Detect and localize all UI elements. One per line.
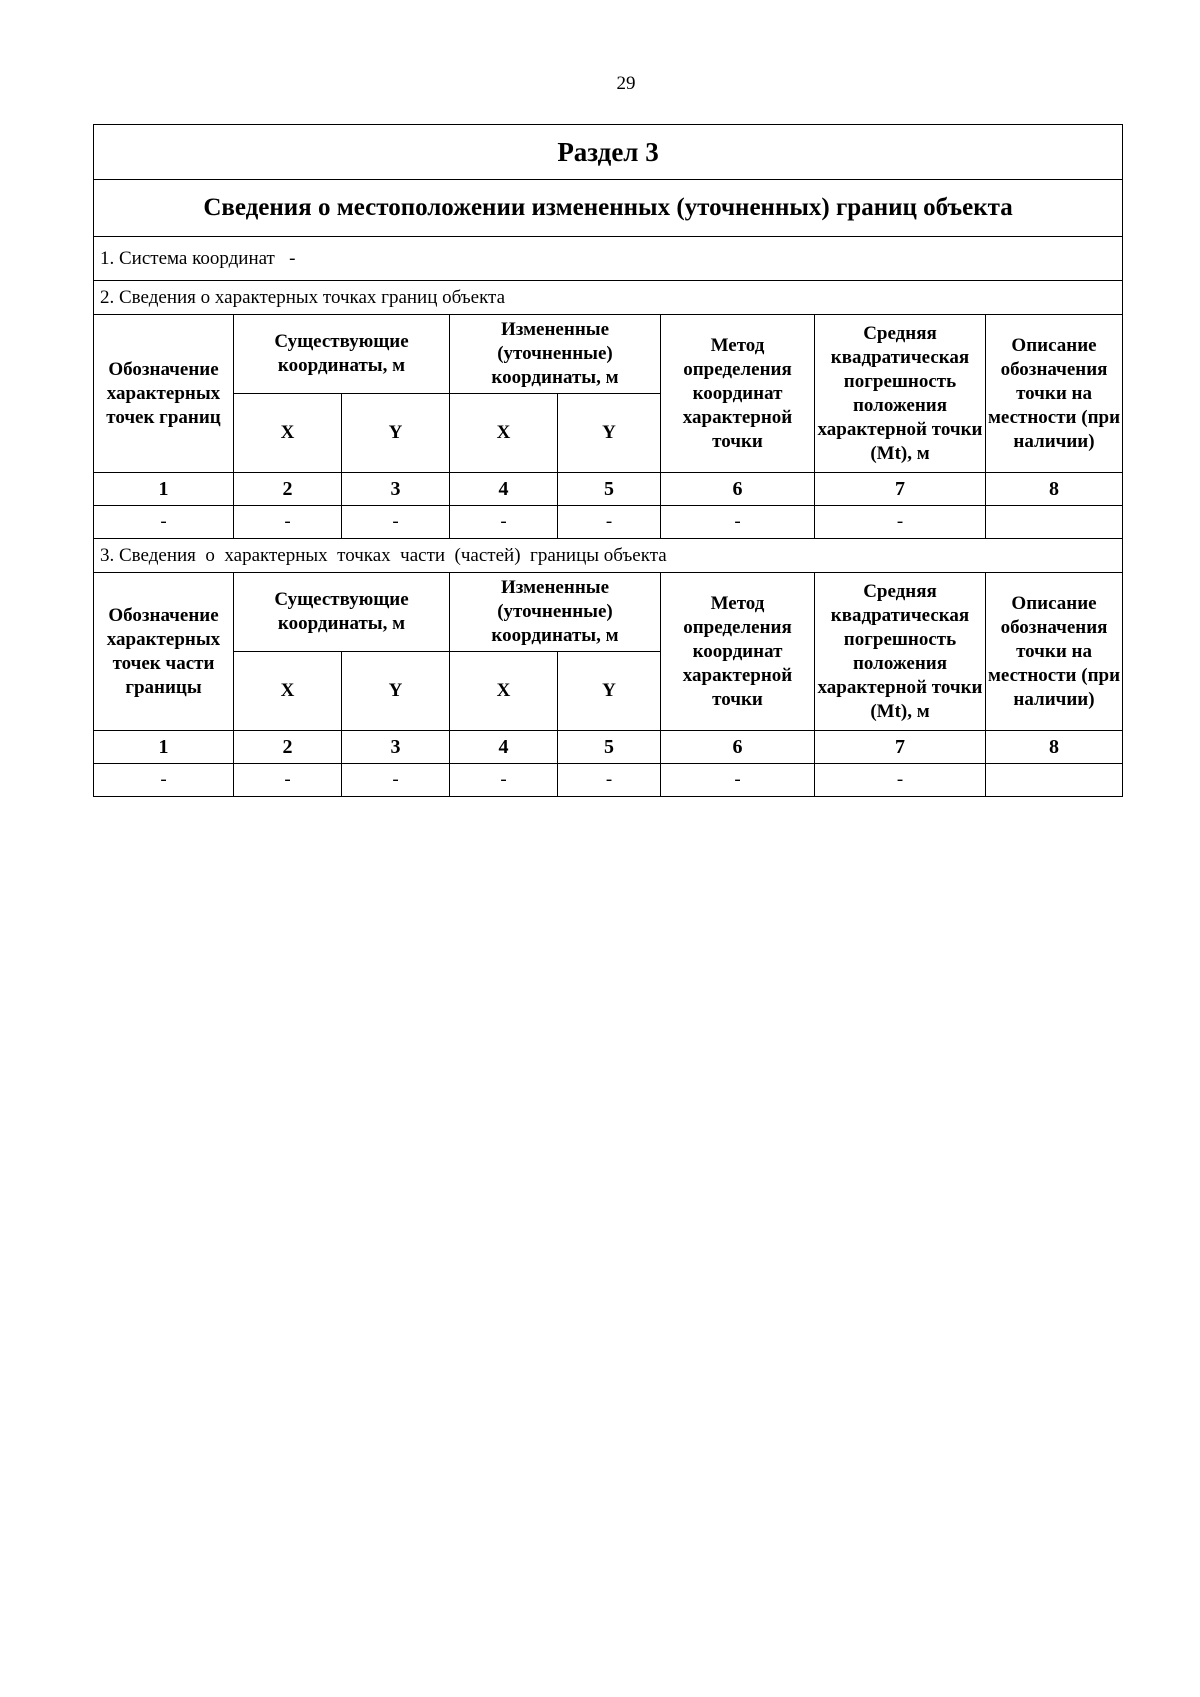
column-number: 5 <box>558 473 661 506</box>
block2-col-error: Средняя квадратическая погрешность положения характерной точки (Mt), м <box>815 573 986 731</box>
column-number: 3 <box>342 731 450 764</box>
table-cell: - <box>450 764 558 797</box>
block2-col-description: Описание обозначения точки на местности (при наличии) <box>986 573 1123 731</box>
block1-col-description: Описание обозначения точки на местности (при наличии) <box>986 315 1123 473</box>
block2-data-row <box>94 764 1123 797</box>
block1-number-row <box>94 473 1123 506</box>
column-number: 1 <box>94 731 234 764</box>
column-number: 4 <box>450 731 558 764</box>
block1-col-x-existing: X <box>234 394 342 473</box>
table-cell: - <box>234 764 342 797</box>
column-number: 2 <box>234 473 342 506</box>
block1-data-row <box>94 506 1123 539</box>
column-number: 2 <box>234 731 342 764</box>
column-number: 6 <box>661 473 815 506</box>
block1-col-x-changed: X <box>450 394 558 473</box>
block2-col-x-changed: X <box>450 652 558 731</box>
section-title: Раздел 3 <box>94 125 1123 180</box>
table-cell: - <box>815 764 986 797</box>
column-number: 8 <box>986 731 1123 764</box>
block2-col-changed-coords: Измененные (уточненные) координаты, м <box>450 573 661 652</box>
table-cell: - <box>342 764 450 797</box>
section-3-table <box>93 124 1123 797</box>
table-cell: - <box>661 764 815 797</box>
block1-col-point-designation: Обозначение характерных точек границ <box>94 315 234 473</box>
block1-col-method: Метод определения координат характерной точки <box>661 315 815 473</box>
block2-col-y-changed: Y <box>558 652 661 731</box>
block1-col-changed-coords: Измененные (уточненные) координаты, м <box>450 315 661 394</box>
table-cell <box>986 506 1123 539</box>
block2-col-method: Метод определения координат характерной точки <box>661 573 815 731</box>
block1-col-existing-coords: Существующие координаты, м <box>234 315 450 394</box>
block2-col-y-existing: Y <box>342 652 450 731</box>
table-cell: - <box>815 506 986 539</box>
block1-title: 2. Сведения о характерных точках границ объекта <box>94 281 1123 315</box>
table-cell: - <box>234 506 342 539</box>
column-number: 8 <box>986 473 1123 506</box>
block1-col-error: Средняя квадратическая погрешность положения характерной точки (Mt), м <box>815 315 986 473</box>
column-number: 6 <box>661 731 815 764</box>
table-cell: - <box>94 764 234 797</box>
column-number: 4 <box>450 473 558 506</box>
column-number: 3 <box>342 473 450 506</box>
table-cell: - <box>450 506 558 539</box>
table-cell: - <box>661 506 815 539</box>
block2-title: 3. Сведения о характерных точках части (частей) границы объекта <box>94 539 1123 573</box>
block1-col-y-changed: Y <box>558 394 661 473</box>
coordinate-system-label: 1. Система координат - <box>94 237 1123 281</box>
block2-col-x-existing: X <box>234 652 342 731</box>
column-number: 1 <box>94 473 234 506</box>
page-number: 29 <box>616 73 636 94</box>
section-subtitle: Сведения о местоположении измененных (уточненных) границ объекта <box>94 180 1123 237</box>
block1-col-y-existing: Y <box>342 394 450 473</box>
table-cell: - <box>94 506 234 539</box>
table-cell <box>986 764 1123 797</box>
column-number: 7 <box>815 731 986 764</box>
block2-number-row <box>94 731 1123 764</box>
column-number: 5 <box>558 731 661 764</box>
column-number: 7 <box>815 473 986 506</box>
table-cell: - <box>558 506 661 539</box>
block2-col-point-designation: Обозначение характерных точек части границы <box>94 573 234 731</box>
table-cell: - <box>342 506 450 539</box>
block2-col-existing-coords: Существующие координаты, м <box>234 573 450 652</box>
table-cell: - <box>558 764 661 797</box>
